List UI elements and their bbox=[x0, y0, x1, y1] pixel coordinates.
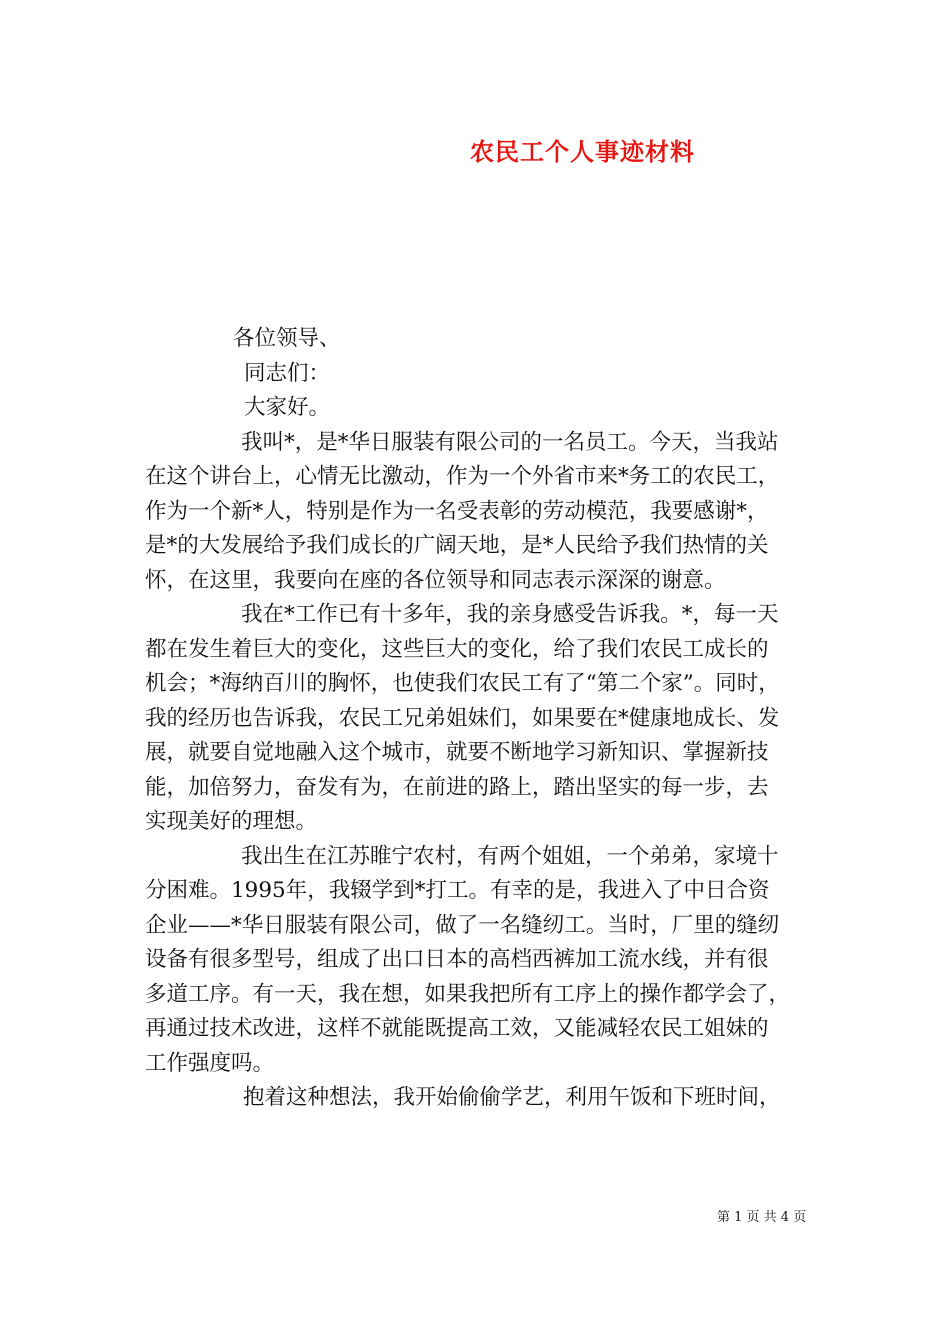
paragraph-4 bbox=[145, 1081, 815, 1116]
document-title: 农民工个人事迹材料 bbox=[470, 137, 695, 166]
paragraph-line: 多道工序。有一天，我在想，如果我把所有工序上的操作都学会了， bbox=[145, 981, 791, 1007]
paragraph-line: 再通过技术改进，这样不就能既提高工效，又能减轻农民工姐妹的 bbox=[145, 1016, 769, 1041]
paragraph-line: 分困难。1995年，我辍学到*打工。有幸的是，我进入了中日合资 bbox=[145, 878, 770, 903]
paragraph-line: 机会；*海纳百川的胸怀，也使我们农民工有了“第二个家”。同时， bbox=[145, 671, 780, 696]
paragraph-3 bbox=[145, 840, 815, 1082]
paragraph-line: 在这个讲台上，心情无比激动，作为一个外省市来*务工的农民工， bbox=[145, 464, 780, 489]
paragraph-line: 我在*工作已有十多年，我的亲身感受告诉我。*，每一天 bbox=[241, 602, 779, 627]
paragraph-line: 展，就要自觉地融入这个城市，就要不断地学习新知识、掌握新技 bbox=[145, 740, 769, 765]
paragraph-line: 怀，在这里，我要向在座的各位领导和同志表示深深的谢意。 bbox=[145, 567, 726, 593]
paragraph-line: 都在发生着巨大的变化，这些巨大的变化，给了我们农民工成长的 bbox=[145, 636, 769, 662]
paragraph-line: 我叫*，是*华日服装有限公司的一名员工。今天，当我站 bbox=[241, 429, 779, 455]
paragraph-line: 我的经历也告诉我，农民工兄弟姐妹们，如果要在*健康地成长、发 bbox=[145, 705, 780, 731]
paragraph-line: 我出生在江苏睢宁农村，有两个姐姐，一个弟弟，家境十 bbox=[241, 843, 779, 869]
document-body bbox=[145, 322, 815, 1116]
paragraph-line: 企业——*华日服装有限公司，做了一名缝纫工。当时，厂里的缝纫 bbox=[145, 912, 780, 938]
paragraph-1 bbox=[145, 426, 815, 599]
paragraph-line: 抱着这种想法，我开始偷偷学艺，利用午饭和下班时间， bbox=[243, 1085, 781, 1110]
salutation-leaders: 各位领导、 bbox=[233, 326, 341, 351]
paragraph-2 bbox=[145, 598, 815, 840]
salutation-comrades: 同志们： bbox=[244, 360, 331, 386]
paragraph-line: 能，加倍努力，奋发有为，在前进的路上，踏出坚实的每一步，去 bbox=[145, 774, 769, 800]
paragraph-line: 是*的大发展给予我们成长的广阔天地，是*人民给予我们热情的关 bbox=[145, 533, 769, 558]
page-number-footer: 第 1 页 共 4 页 bbox=[717, 1210, 807, 1225]
paragraph-line: 设备有很多型号，组成了出口日本的高档西裤加工流水线，并有很 bbox=[145, 947, 769, 972]
salutation-hello: 大家好。 bbox=[244, 395, 331, 420]
paragraph-line: 实现美好的理想。 bbox=[145, 809, 318, 834]
paragraph-line: 工作强度吗。 bbox=[145, 1050, 275, 1076]
paragraph-line: 作为一个新*人，特别是作为一名受表彰的劳动模范，我要感谢*， bbox=[145, 498, 769, 524]
